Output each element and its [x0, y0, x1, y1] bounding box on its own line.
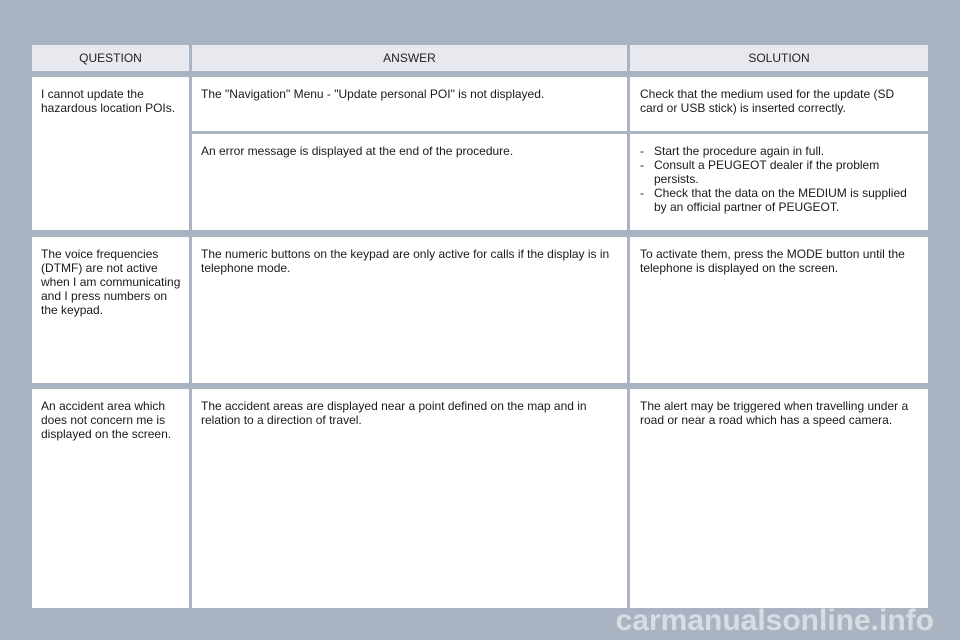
solution-cell-1b [630, 134, 928, 230]
solution-list-text: Consult a PEUGEOT dealer if the problem persists. [654, 158, 880, 186]
solution-cell-3: The alert may be triggered when travelling under a road or near a road which has a speed camera. [630, 389, 928, 608]
list-dash: - [640, 144, 644, 158]
solution-list-item [640, 186, 918, 214]
solution-list-item [640, 144, 918, 158]
list-dash: - [640, 186, 644, 200]
column-header-answer: ANSWER [192, 45, 627, 71]
solution-cell-2: To activate them, press the MODE button until the telephone is displayed on the screen. [630, 237, 928, 383]
solution-list-text: Start the procedure again in full. [654, 144, 825, 158]
answer-cell-3: The accident areas are displayed near a point defined on the map and in relation to a direction of travel. [192, 389, 627, 608]
watermark-text: carmanualsonline.info [615, 604, 934, 637]
column-header-solution: SOLUTION [630, 45, 928, 71]
question-cell-2: The voice frequencies (DTMF) are not active when I am communicating and I press numbers on the keypad. [32, 237, 189, 383]
solution-list-item [640, 158, 918, 186]
answer-cell-1a: The "Navigation" Menu - "Update personal POI" is not displayed. [192, 77, 627, 131]
answer-cell-1b: An error message is displayed at the end of the procedure. [192, 134, 627, 230]
list-dash: - [640, 158, 644, 172]
question-cell-3: An accident area which does not concern me is displayed on the screen. [32, 389, 189, 608]
column-header-question: QUESTION [32, 45, 189, 71]
solution-list-text: Check that the data on the MEDIUM is supplied by an official partner of PEUGEOT. [654, 186, 907, 214]
solution-cell-1a: Check that the medium used for the update (SD card or USB stick) is inserted correctly. [630, 77, 928, 131]
question-cell-1: I cannot update the hazardous location POIs. [32, 77, 189, 230]
answer-cell-2: The numeric buttons on the keypad are only active for calls if the display is in telephone mode. [192, 237, 627, 383]
solution-list [640, 144, 918, 214]
